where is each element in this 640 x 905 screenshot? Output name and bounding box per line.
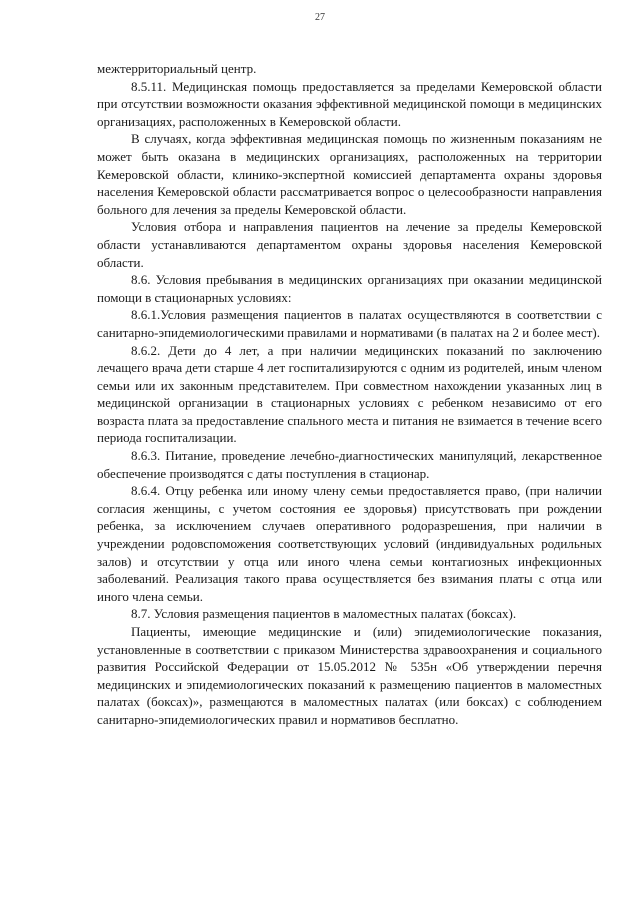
paragraph-8-6-3: 8.6.3. Питание, проведение лечебно-диагностических манипуляций, лекарственное обеспечение производятся с даты поступления в стационар. [97, 448, 602, 481]
paragraph-8-6-2: 8.6.2. Дети до 4 лет, а при наличии медицинских показаний по заключению лечащего врача дети старше 4 лет госпитализируются с одним из родителей, иным членом семьи или их законным представителем. При совместном нахождении указанных лиц в медицинской организации в стационарных условиях с ребенком независимо от его возраста плата за предоставление спального места и питания не взимается в течение всего периода госпитализации. [97, 342, 602, 446]
paragraph-boxes-conditions: Пациенты, имеющие медицинские и (или) эпидемиологические показания, установленные в соответствии с приказом Министерства здравоохранения и социального развития Российской Федерации от 15.05.2012 № 535н «Об утверждении перечня медицинских и эпидемиологических показаний к размещению пациентов в маломестных палатах (боксах)», размещаются в маломестных палатах (или боксах) с соблюдением санитарно-эпидемиологических правил и нормативов бесплатно. [97, 624, 602, 727]
paragraph-life-indications: В случаях, когда эффективная медицинская помощь по жизненным показаниям не может быть оказана в медицинских организациях, расположенных на территории Кемеровской области, клинико-экспертной комиссией департамента охраны здоровья населения Кемеровской области рассматривается вопрос о целесообразности направления больного для лечения за пределы Кемеровской области. [97, 131, 602, 217]
paragraph-selection-conditions: Условия отбора и направления пациентов на лечение за пределы Кемеровской области устанавливаются департаментом охраны здоровья населения Кемеровской области. [97, 219, 602, 270]
paragraph-8-6: 8.6. Условия пребывания в медицинских организациях при оказании медицинской помощи в стационарных условиях: [97, 272, 602, 305]
paragraph-8-5-11: 8.5.11. Медицинская помощь предоставляется за пределами Кемеровской области при отсутствии возможности оказания эффективной медицинской помощи в медицинских организациях, расположенных в Кемеровской области. [97, 78, 602, 129]
paragraph-8-7: 8.7. Условия размещения пациентов в маломестных палатах (боксах). [131, 606, 517, 622]
page-number: 27 [315, 12, 325, 23]
paragraph-8-6-4: 8.6.4. Отцу ребенка или иному члену семьи предоставляется право, (при наличии согласия женщины, с учетом состояния ее здоровья) присутствовать при рождении ребенка, за исключением случаев оперативного родоразрешения, при наличии в учреждении родовспоможения соответствующих условий (индивидуальных родильных залов) и отсутствии у отца или иного члена семьи контагиозных инфекционных заболеваний. Реализация такого права осуществляется без взимания платы с отца или иного члена семьи. [97, 483, 602, 604]
body-text [97, 60, 602, 729]
paragraph-8-6-1: 8.6.1.Условия размещения пациентов в палатах осуществляются в соответствии с санитарно-эпидемиологическими правилами и нормативами (в палатах на 2 и более мест). [97, 307, 602, 340]
paragraph-continuation: межтерриториальный центр. [97, 61, 257, 76]
